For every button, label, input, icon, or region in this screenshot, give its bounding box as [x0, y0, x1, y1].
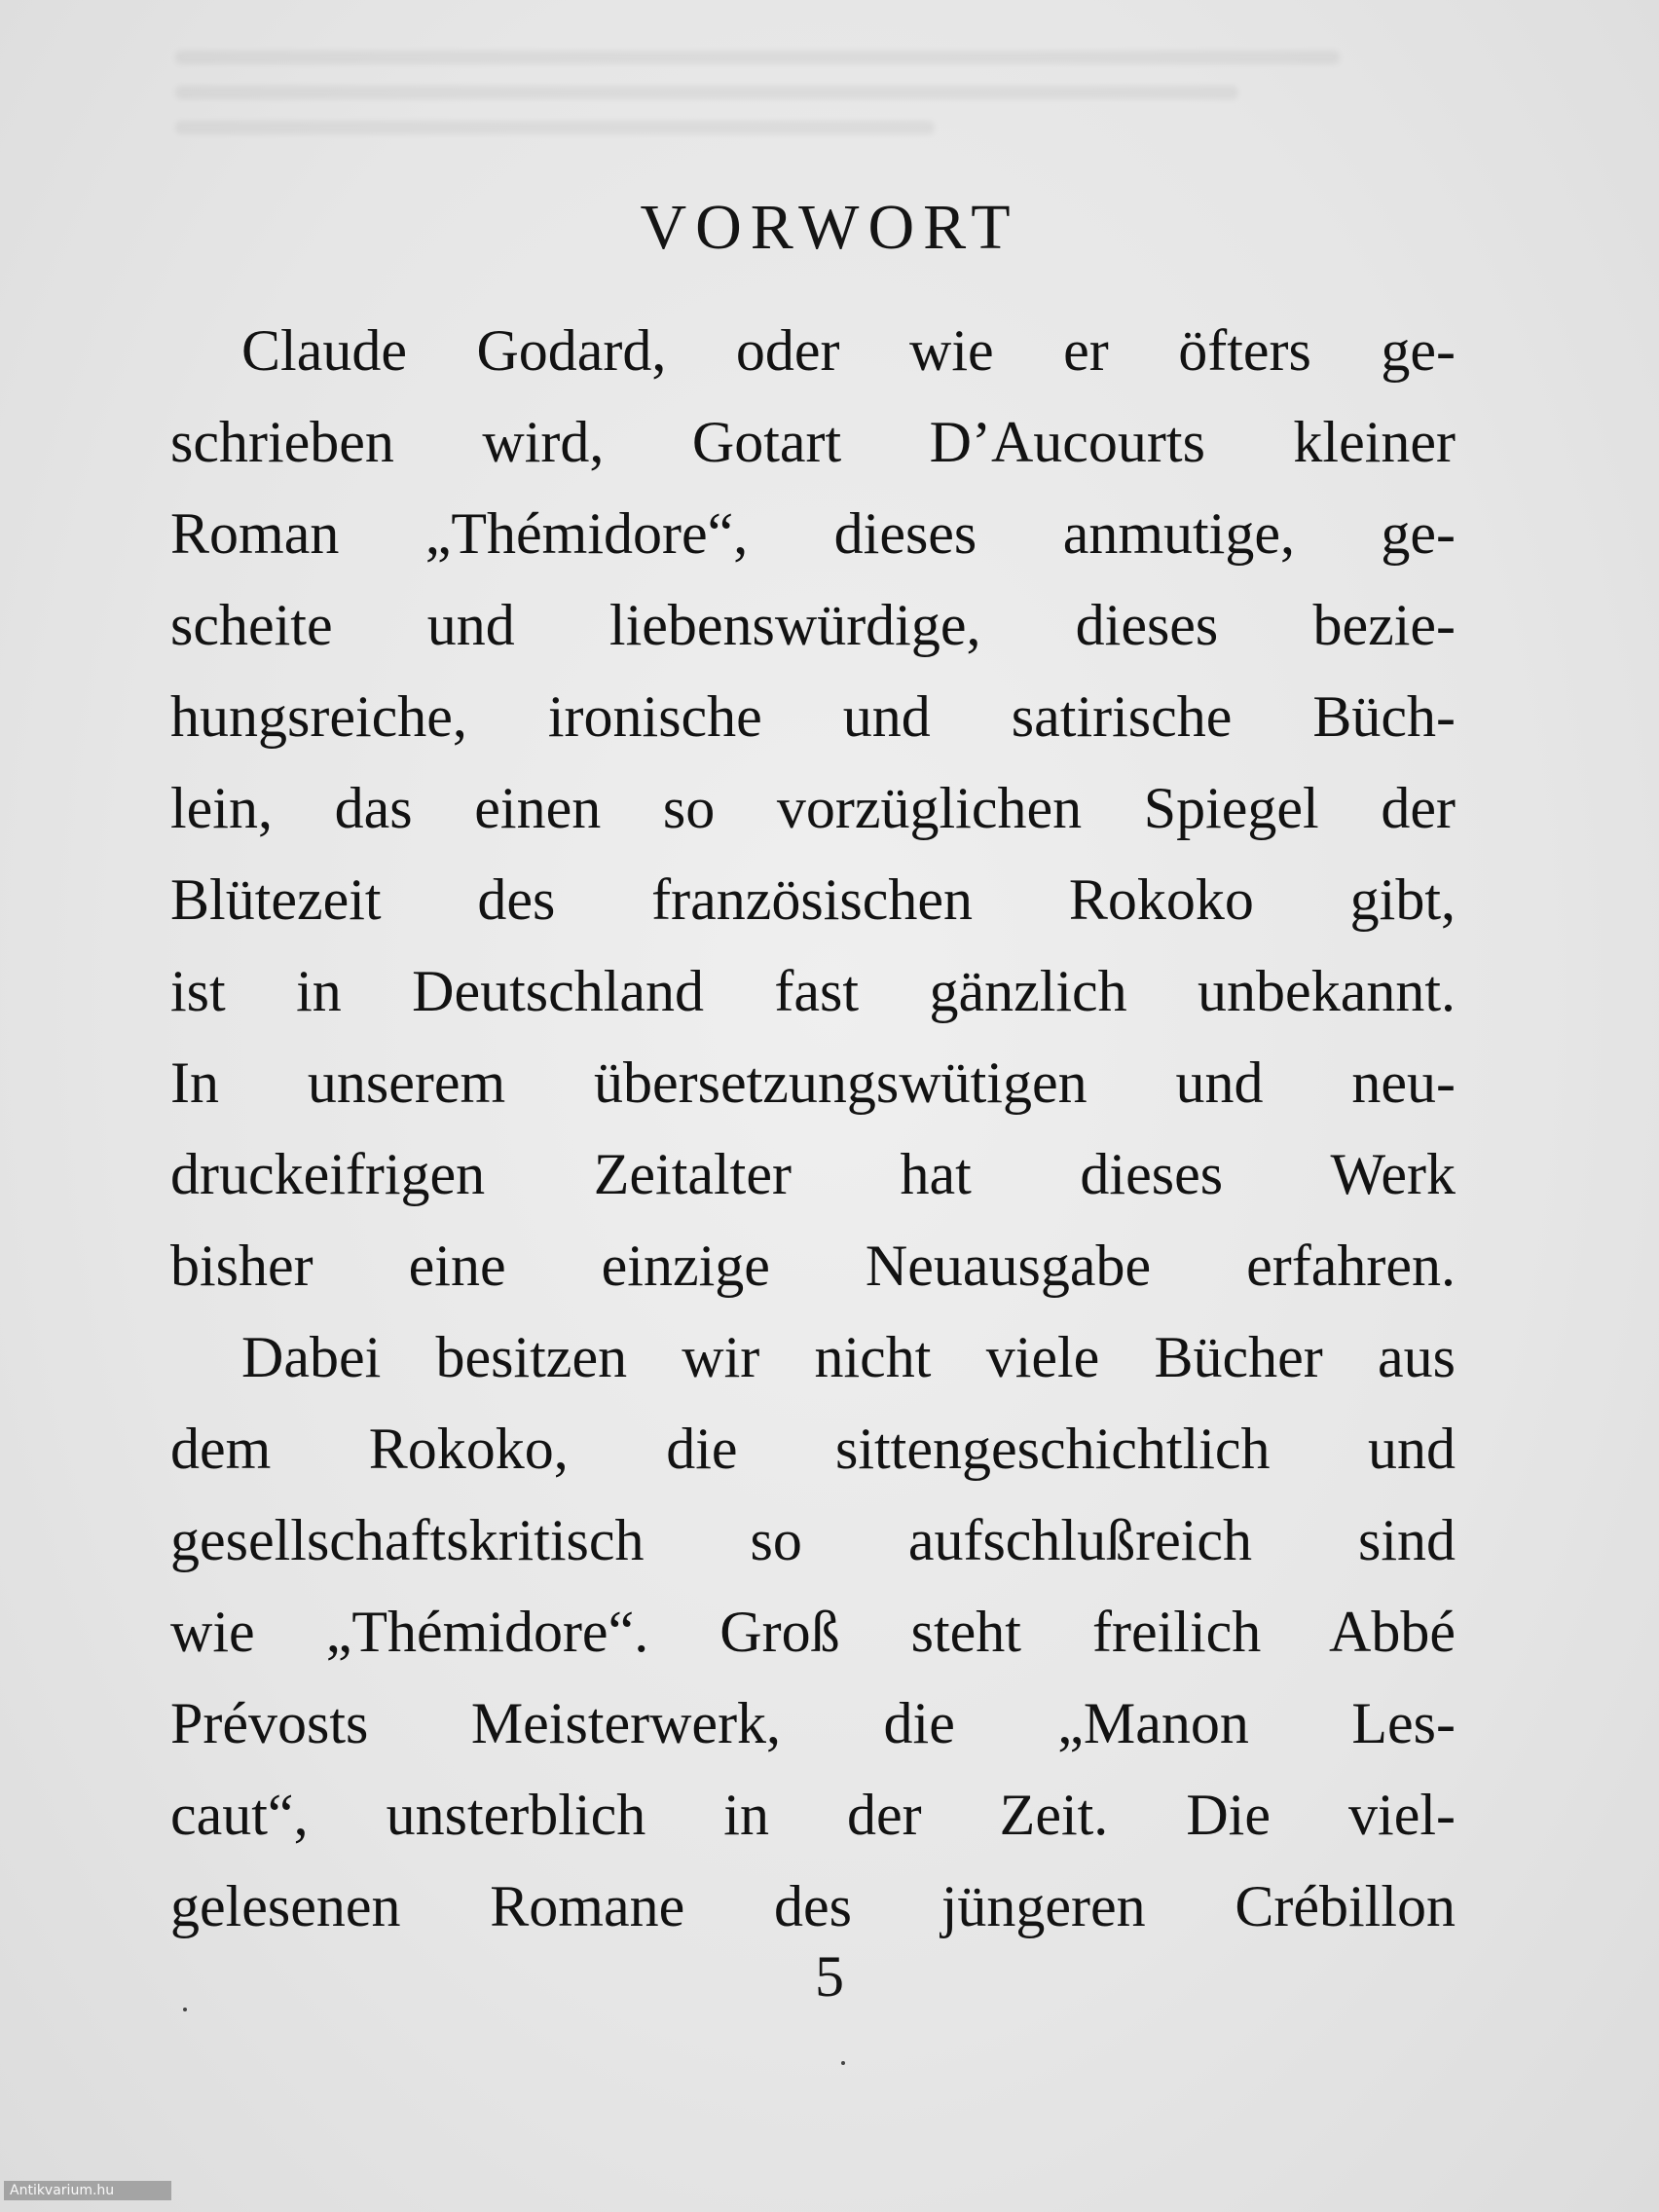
text-line-16: Prévosts Meisterwerk, die „Manon Les-: [170, 1691, 1456, 1755]
text-line-9: In unserem übersetzungswütigen und neu-: [170, 1051, 1456, 1115]
text-line-18: gelesenen Romane des jüngeren Crébillon: [170, 1874, 1456, 1938]
text-line-8: ist in Deutschland fast gänzlich unbekannt.: [170, 959, 1456, 1023]
page-title: VORWORT: [640, 192, 1019, 263]
page-number: 5: [815, 1944, 844, 2009]
text-line-4: scheite und liebenswürdige, dieses bezie-: [170, 593, 1456, 657]
text-line-5: hungsreiche, ironische und satirische Büch-: [170, 684, 1456, 749]
ink-speck: [183, 2008, 187, 2011]
text-line-2: schrieben wird, Gotart D’Aucourts kleiner: [170, 410, 1456, 474]
text-line-15: wie „Thémidore“. Groß steht freilich Abbé: [170, 1600, 1456, 1664]
text-line-13: dem Rokoko, die sittengeschichtlich und: [170, 1417, 1456, 1481]
watermark: Antikvarium.hu: [4, 2181, 171, 2200]
ink-speck: [841, 2061, 845, 2065]
text-line-12: Dabei besitzen wir nicht viele Bücher aus: [241, 1325, 1456, 1389]
text-line-1: Claude Godard, oder wie er öfters ge-: [241, 318, 1456, 383]
text-line-10: druckeifrigen Zeitalter hat dieses Werk: [170, 1142, 1456, 1206]
text-line-7: Blütezeit des französischen Rokoko gibt,: [170, 867, 1456, 932]
text-line-3: Roman „Thémidore“, dieses anmutige, ge-: [170, 501, 1456, 566]
text-line-14: gesellschaftskritisch so aufschlußreich sind: [170, 1508, 1456, 1572]
text-line-6: lein, das einen so vorzüglichen Spiegel der: [170, 776, 1456, 840]
text-line-11: bisher eine einzige Neuausgabe erfahren.: [170, 1234, 1456, 1298]
text-line-17: caut“, unsterblich in der Zeit. Die viel-: [170, 1783, 1456, 1847]
